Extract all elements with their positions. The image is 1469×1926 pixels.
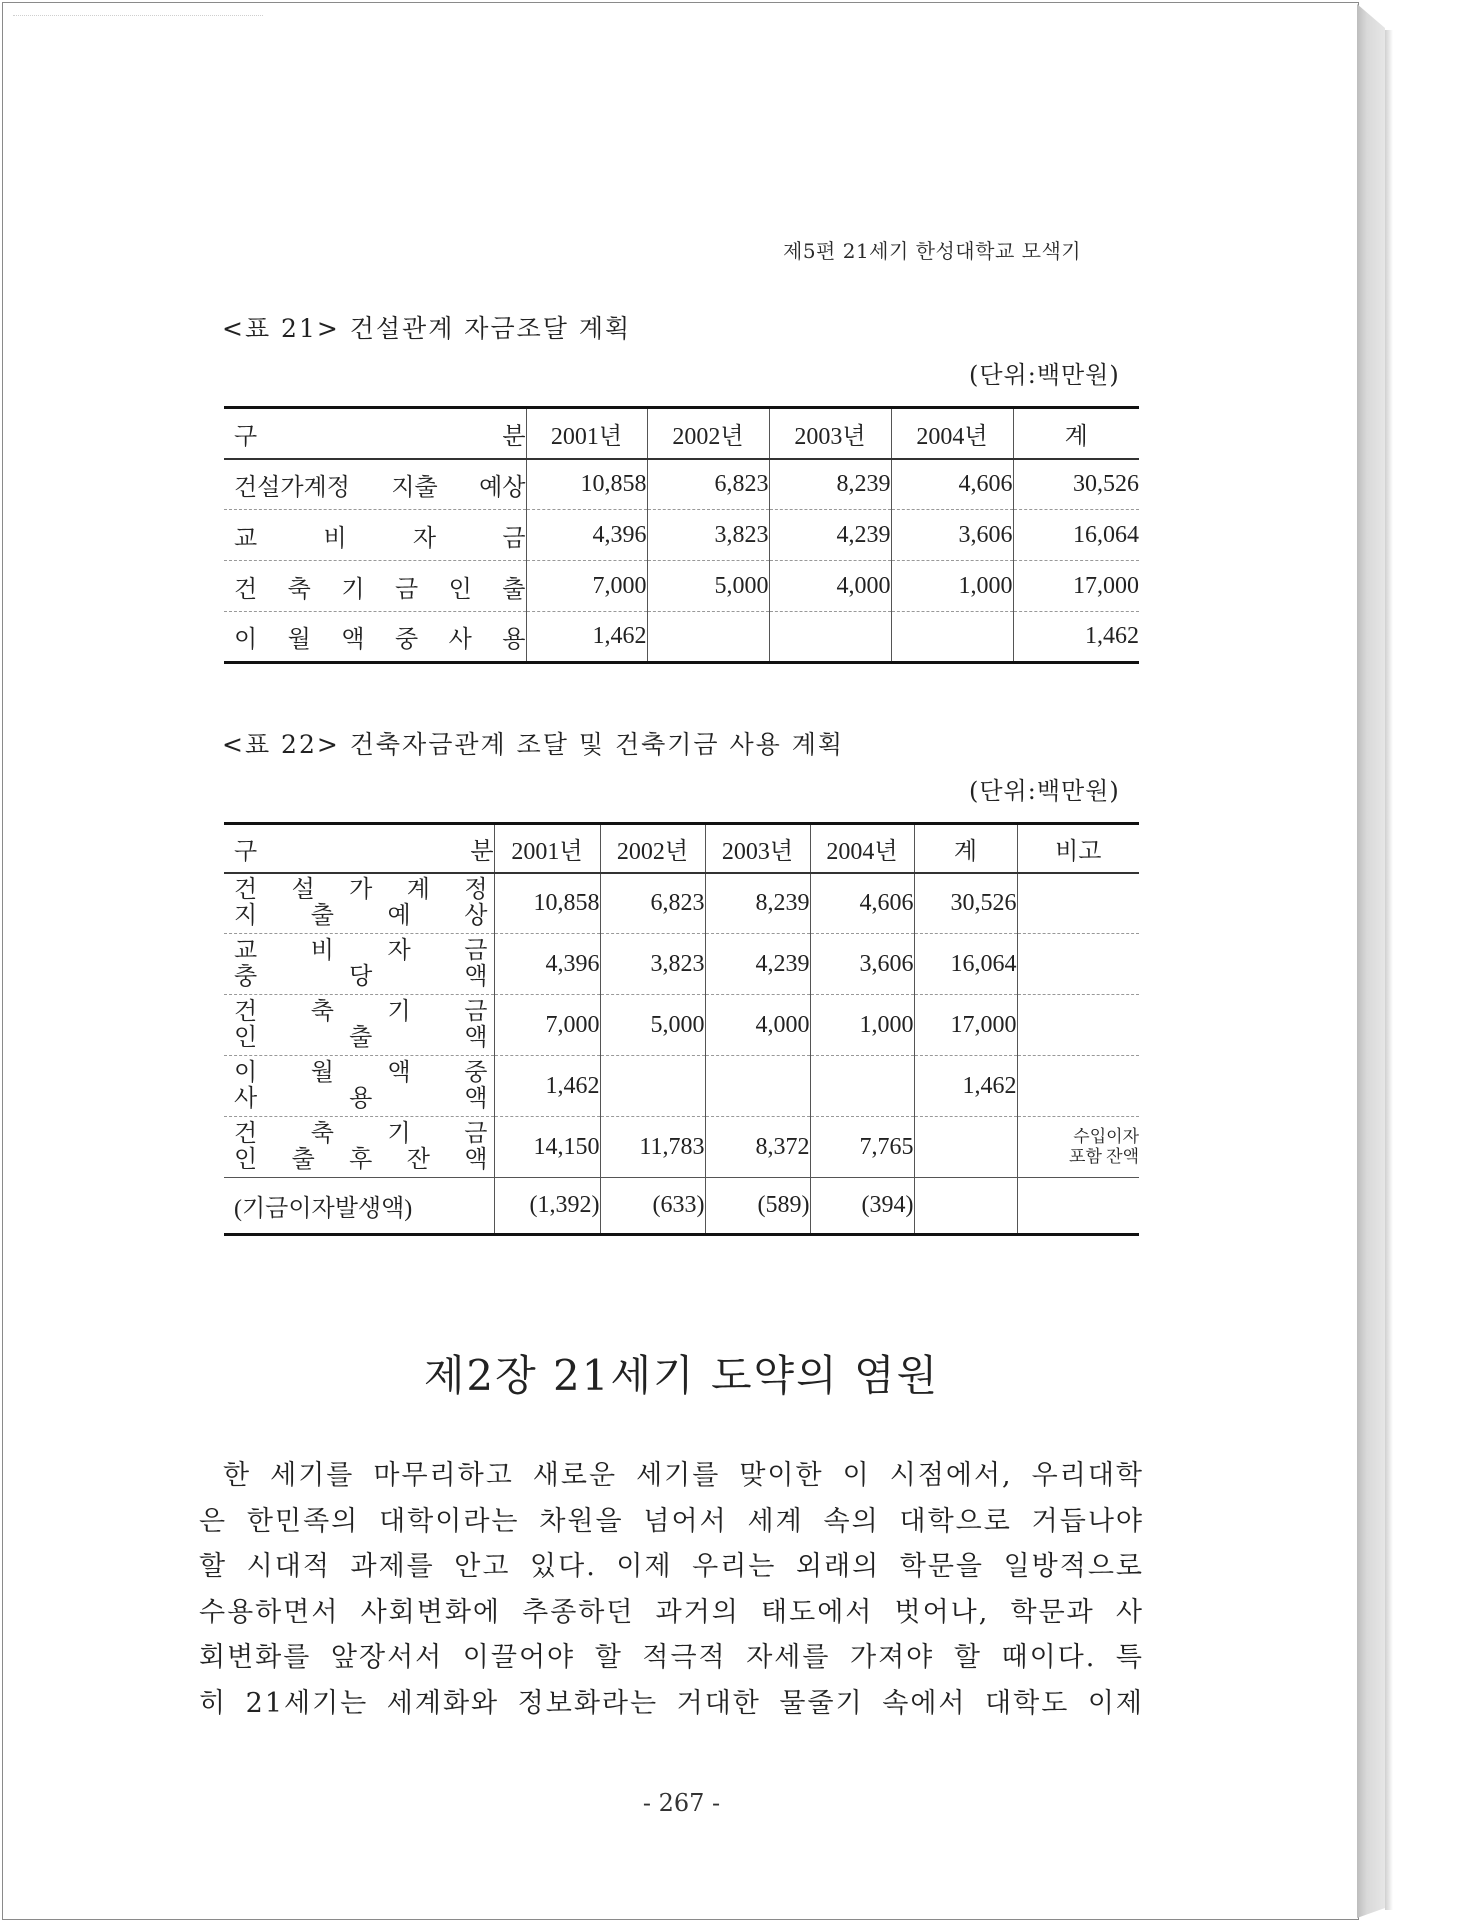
cell-value: [769, 612, 891, 663]
table22-unit: (단위:백만원): [969, 777, 1120, 805]
label-part: 사: [234, 1086, 258, 1112]
cell-note: [1017, 873, 1139, 934]
label-part: 액: [387, 1060, 411, 1086]
header-2004: 2004년: [891, 408, 1013, 459]
scan-specks: [13, 15, 263, 18]
table-row: [224, 1056, 1139, 1117]
label-part: 충: [234, 964, 258, 990]
label-part: 건: [234, 1121, 258, 1147]
label-part: 교: [234, 938, 258, 964]
cell-value: 4,000: [769, 561, 891, 612]
label-part: 지: [234, 903, 258, 930]
label-part: 용: [502, 627, 526, 653]
label-part: 계: [406, 877, 430, 904]
page-number: - 267 -: [642, 1789, 721, 1817]
row-label: [224, 561, 526, 612]
label-part: 건: [234, 999, 258, 1025]
label-part: 인: [234, 1147, 258, 1173]
label-part: 축: [287, 576, 311, 603]
cell-value: 4,606: [810, 873, 914, 934]
label-part: 기: [341, 576, 365, 603]
label-part: 사: [448, 627, 472, 653]
cell-value: 1,462: [526, 612, 647, 663]
cell-value: 16,064: [1013, 510, 1139, 561]
paragraph-line: 한 세기를 마무리하고 새로운 세기를 맞이한 이 시점에서, 우리대학: [223, 1460, 1144, 1491]
label-part: 월: [310, 1060, 334, 1086]
label-part: 비: [323, 525, 347, 552]
cell-value: 1,462: [1013, 612, 1139, 663]
label-part: 금: [464, 938, 488, 964]
label-part: 인: [448, 576, 472, 603]
label-part: 후: [349, 1147, 373, 1173]
page-shadow: [1385, 30, 1393, 1910]
cell-value: [914, 1117, 1017, 1178]
label-part: 액: [464, 1025, 488, 1051]
label-part: 예상: [479, 474, 526, 501]
chapter-title: 제2장 21세기 도약의 염원: [423, 1351, 940, 1400]
label-part: 금: [502, 525, 526, 552]
cell-value: 1,000: [891, 561, 1013, 612]
header-2002: 2002년: [647, 408, 769, 459]
label-part: 금: [464, 1121, 488, 1147]
label-part: 출: [291, 1147, 315, 1173]
header-2001: 2001년: [494, 824, 600, 873]
cell-value: [647, 612, 769, 663]
label-part: 중: [464, 1060, 488, 1086]
label-part: 건설가계정: [234, 474, 350, 501]
cell-value: 3,823: [647, 510, 769, 561]
table-row: [224, 1178, 1139, 1235]
cell-value: 17,000: [914, 995, 1017, 1056]
label-part: 당: [349, 964, 373, 990]
row-label: [224, 510, 526, 561]
cell-value: 4,239: [705, 934, 810, 995]
cell-value: 1,000: [810, 995, 914, 1056]
table22-caption: <표 22> 건축자금관계 조달 및 건축기금 사용 계획: [222, 730, 845, 759]
label-part: 비: [310, 938, 334, 964]
table21: [224, 406, 1139, 664]
label-part: 액: [341, 627, 365, 653]
cell-value: 30,526: [1013, 459, 1139, 510]
header-remarks: 비고: [1017, 824, 1139, 873]
paragraph-line: 회변화를 앞장서서 이끌어야 할 적극적 자세를 가져야 할 때이다. 특: [199, 1642, 1144, 1673]
body-paragraph: [199, 1453, 1144, 1726]
cell-value: 8,239: [705, 873, 810, 934]
header-2001: 2001년: [526, 408, 647, 459]
cell-value: 1,462: [914, 1056, 1017, 1117]
document-page: [2, 2, 1359, 1920]
label-part: 정: [464, 877, 488, 904]
label-part: 자: [412, 525, 437, 552]
cell-note: [1017, 995, 1139, 1056]
label-part: 인: [234, 1025, 258, 1051]
label-part: 설: [291, 877, 315, 904]
label-part: 자: [387, 938, 411, 964]
row-label: [224, 873, 494, 934]
paragraph-line: 수용하면서 사회변화에 추종하던 과거의 태도에서 벗어나, 학문과 사: [199, 1596, 1144, 1628]
paragraph-line: 은 한민족의 대학이라는 차원을 넘어서 세계 속의 대학으로 거듭나야: [199, 1505, 1144, 1537]
cell-value: 5,000: [600, 995, 705, 1056]
header-gu: 구: [234, 423, 258, 450]
cell-value: 4,239: [769, 510, 891, 561]
table-row: [224, 612, 1139, 663]
cell-value: (589): [705, 1178, 810, 1235]
cell-value: 7,765: [810, 1117, 914, 1178]
cell-value: 6,823: [600, 873, 705, 934]
row-label: [224, 934, 494, 995]
label-part: 예: [387, 903, 411, 930]
page-stack-edge: [1357, 4, 1385, 1918]
table-row: [224, 459, 1139, 510]
label-part: 월: [287, 627, 311, 653]
header-bun: 분: [470, 838, 494, 865]
cell-note: [1017, 1056, 1139, 1117]
label-part: 건: [234, 877, 258, 904]
table-row: [224, 995, 1139, 1056]
label-part: 액: [464, 1086, 488, 1112]
label-part: 액: [464, 964, 488, 990]
row-label: [224, 1117, 494, 1178]
cell-value: 3,606: [891, 510, 1013, 561]
cell-note: [1017, 1178, 1139, 1235]
label-part: 가: [349, 877, 373, 904]
running-header: 제5편 21세기 한성대학교 모색기: [783, 239, 1082, 263]
label-part: 잔: [406, 1147, 430, 1173]
cell-value: 5,000: [647, 561, 769, 612]
cell-value: [810, 1056, 914, 1117]
cell-value: 4,606: [891, 459, 1013, 510]
paragraph-line: 할 시대적 과제를 안고 있다. 이제 우리는 외래의 학문을 일방적으로: [199, 1551, 1144, 1582]
cell-value: 3,823: [600, 934, 705, 995]
label-part: 기: [387, 1121, 411, 1147]
cell-value: 4,396: [526, 510, 647, 561]
label-part: 출: [310, 903, 334, 930]
cell-value: 8,239: [769, 459, 891, 510]
label-part: 교: [234, 525, 258, 552]
table21-caption: <표 21> 건설관계 자금조달 계획: [222, 314, 632, 343]
cell-value: (394): [810, 1178, 914, 1235]
label-part: 이: [234, 1060, 258, 1086]
cell-value: 11,783: [600, 1117, 705, 1178]
table-row: [224, 561, 1139, 612]
header-gu: 구: [234, 838, 258, 865]
label-part: 상: [464, 903, 488, 930]
header-2003: 2003년: [705, 824, 810, 873]
table-row: [224, 934, 1139, 995]
table-row: [224, 510, 1139, 561]
cell-value: (1,392): [494, 1178, 600, 1235]
cell-value: 14,150: [494, 1117, 600, 1178]
label-part: 기: [387, 999, 411, 1025]
row-label: [224, 612, 526, 663]
paragraph-line: 히 21세기는 세계화와 정보화라는 거대한 물줄기 속에서 대학도 이제: [199, 1687, 1144, 1719]
label-part: 금: [394, 576, 419, 603]
table21-unit: (단위:백만원): [969, 361, 1120, 389]
row-label: [224, 995, 494, 1056]
cell-value: 4,000: [705, 995, 810, 1056]
header-total: 계: [914, 824, 1017, 873]
cell-value: 10,858: [494, 873, 600, 934]
note-line: 수입이자: [1073, 1127, 1139, 1146]
table-row: [224, 1117, 1139, 1178]
label-part: 용: [349, 1086, 373, 1112]
note-line: 포함 잔액: [1069, 1147, 1139, 1166]
row-label: [224, 1056, 494, 1117]
row-label: [224, 459, 526, 510]
cell-value: 8,372: [705, 1117, 810, 1178]
header-2004: 2004년: [810, 824, 914, 873]
label-part: 출: [502, 576, 526, 603]
header-total: 계: [1013, 408, 1139, 459]
table-row: [224, 873, 1139, 934]
cell-value: 7,000: [526, 561, 647, 612]
label-part: 축: [310, 1121, 334, 1147]
cell-value: [914, 1178, 1017, 1235]
cell-value: 30,526: [914, 873, 1017, 934]
cell-value: 4,396: [494, 934, 600, 995]
table22-header-row: [224, 824, 1139, 873]
cell-value: 3,606: [810, 934, 914, 995]
label-part: 중: [394, 627, 419, 653]
cell-value: 7,000: [494, 995, 600, 1056]
row-label: (기금이자발생액): [234, 1196, 413, 1222]
label-part: 금: [464, 999, 488, 1025]
cell-value: [705, 1056, 810, 1117]
cell-note: [1017, 1117, 1139, 1178]
cell-value: 16,064: [914, 934, 1017, 995]
table22: [224, 822, 1139, 1236]
label-part: 액: [464, 1147, 488, 1173]
cell-value: 1,462: [494, 1056, 600, 1117]
header-2002: 2002년: [600, 824, 705, 873]
label-part: 지출: [391, 474, 438, 501]
header-category: [224, 824, 494, 873]
cell-note: [1017, 934, 1139, 995]
label-part: 이: [234, 627, 258, 653]
cell-value: [600, 1056, 705, 1117]
cell-value: [891, 612, 1013, 663]
header-category: [224, 408, 526, 459]
header-bun: 분: [502, 423, 526, 450]
label-part: 출: [349, 1025, 373, 1051]
header-2003: 2003년: [769, 408, 891, 459]
table21-header-row: [224, 408, 1139, 459]
label-part: 축: [310, 999, 334, 1025]
label-part: 건: [234, 576, 258, 603]
cell-value: 10,858: [526, 459, 647, 510]
cell-value: 6,823: [647, 459, 769, 510]
cell-value: 17,000: [1013, 561, 1139, 612]
cell-value: (633): [600, 1178, 705, 1235]
